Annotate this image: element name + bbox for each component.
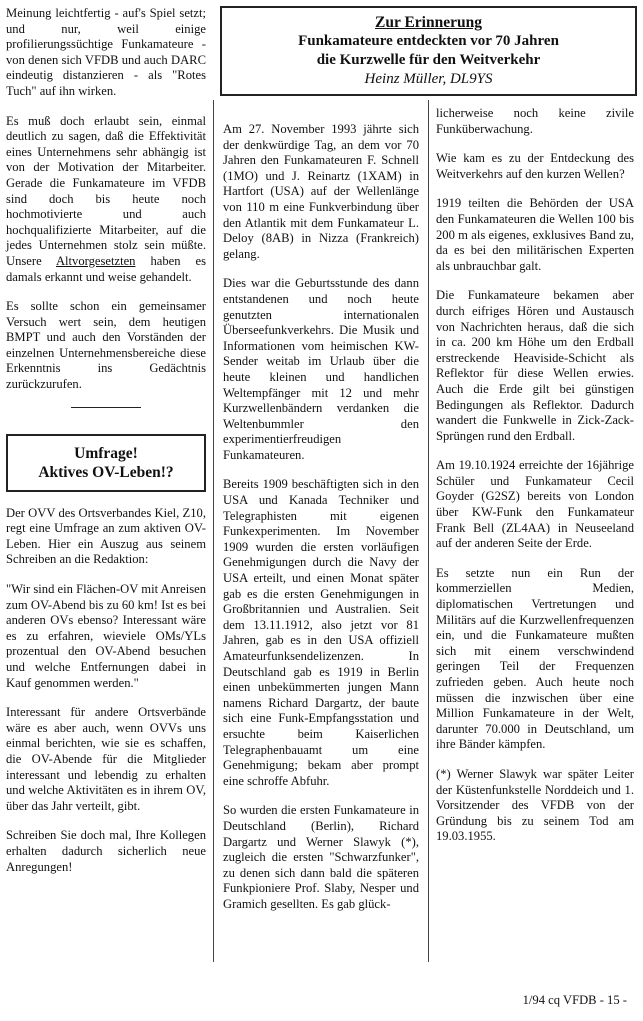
- left-paragraph-3: Es sollte schon ein gemeinsamer Versuch wert sein, dem heutigen BMPT und auch den Vorständen der einzelnen Unternehmensbereiche diese Erkenntnis ins Gedächtnis zurückzurufen.: [6, 299, 206, 392]
- left-column: [6, 6, 206, 889]
- mid-paragraph-1: Am 27. November 1993 jährte sich der denkwürdige Tag, an dem vor 70 Jahren den Funkamateuren F. Schnell (1MO) und J. Reinartz (1XAM) in Hartfort (USA) auf der Wellenlänge von 110 m eine Funkverbindung über den Atlantik mit dem Funkamateur L. Deloy (8AB) in Nizza (Frankreich) gelang.: [223, 122, 419, 261]
- left-paragraph-1: Meinung leichtfertig - auf's Spiel setzt; und nur, weil einige profilierungssüchtige Funkamateure - von denen sich VFDB und auch DARC eindeutig distanzieren - als "Rotes Tuch" auf ihn wirken.: [6, 6, 206, 98]
- article-title-line-1: Funkamateure entdeckten vor 70 Jahren: [298, 33, 559, 49]
- article-headline-box: [220, 6, 637, 96]
- right-paragraph-6: Es setzte nun ein Run der kommerziellen Medien, diplomatischen Vertretungen und Militärs auf die Kurzwellenfrequenzen ein, und die Funkamateure mußten sich mit einem verschwindend geringen Teil der Frequenzen zufrieden geben. Auch heute noch müssen die inzwischen über eine Million Funkamateure in der Welt, darunter 70.000 in Deutschland, um ihre Bänder kämpfen.: [436, 565, 634, 752]
- mid-paragraph-2: Dies war die Geburtsstunde des dann entstandenen und noch heute genutzten internationalen Überseefunkverkehrs. Die Musik und Informationen vom heimischen KW-Sender weitab im Urlaub über die heute kleinen und handlichen Weltempfänger mit 12 und mehr Kurzwellenbändern verdanken die Weltenbummler den experimentierfreudigen Funkamateuren.: [223, 276, 419, 462]
- mid-paragraph-3: Bereits 1909 beschäftigten sich in den USA und Kanada Techniker und Telegraphisten mit eigenen Funkexperimenten. Im November 1909 wurden die ersten vorläufigen Genehmigungen durch die Navy der USA erteilt, und einen Monat später gab es die ersten Genehmigungen in Großbritannien und Australien. Seit dem 13.11.1912, also jetzt vor 81 Jahren, gab es in den USA offiziell Amateurfunksendelizenzen. In Deutschland gab es 1919 in Berlin einen unbekümmerten jungen Mann namens Richard Dargartz, der baute sich eine Funk-Empfangsstation und ersuchte beim Kaiserlichen Telegraphenbauamt um eine Genehmigung; bekam aber prompt eine schroffe Abfuhr.: [223, 477, 419, 788]
- right-paragraph-7: (*) Werner Slawyk war später Leiter der Küstenfunkstelle Norddeich und 1. Vorsitzender des VFDB von der Gründung bis zu seinem Tod am 19.03.1955.: [436, 766, 634, 844]
- column-rule-right: [428, 100, 429, 962]
- right-paragraph-4: Die Funkamateure bekamen aber durch eifriges Hören und Austausch von Nachrichten heraus, daß die sich in ca. 200 km Höhe um den Erdball erstreckende Heaviside-Schicht als Reflektor für diese Wellen erwies. Auch die Erde gilt bei günstigen Bedingungen als Reflektor. Dadurch wandert die Funkwelle in Zick-Zack-Sprüngen rund den Erdball.: [436, 288, 634, 443]
- article-kicker: Zur Erinnerung: [375, 14, 482, 31]
- left-paragraph-4: Der OVV des Ortsverbandes Kiel, Z10, regt eine Umfrage an zum aktiven OV-Leben. Hier ein Auszug aus seinem Schreiben an die Redaktion:: [6, 505, 206, 567]
- right-paragraph-3: 1919 teilten die Behörden der USA den Funkamateuren die Wellen 100 bis 200 m als eigenes, exklusives Band zu, da es bei den militärischen Experten als unbrauchbar galt.: [436, 196, 634, 273]
- column-rule-left: [213, 100, 214, 962]
- right-paragraph-5: Am 19.10.1924 erreichte der 16jährige Schüler und Funkamateur Cecil Goyder (G2SZ) bereits von London über KW-Funk den Funkamateur Frank Bell (ZL4AA) in Neuseeland auf der anderen Seite der Erde.: [436, 458, 634, 551]
- underlined-word: Altvorgesetzten: [55, 253, 136, 268]
- article-title-line-2: die Kurzwelle für den Weitverkehr: [316, 52, 541, 68]
- left-paragraph-2-b: haben es damals erkannt und weise gehandelt.: [6, 253, 206, 284]
- survey-headline-line-2: Aktives OV-Leben!?: [38, 463, 174, 481]
- right-paragraph-2: Wie kam es zu der Entdeckung des Weitverkehrs auf den kurzen Wellen?: [436, 151, 634, 181]
- left-paragraph-2-a: Es muß doch erlaubt sein, einmal deutlich zu sagen, daß die Effektivität eines Unternehmens sehr abhängig ist von der Motivation der Mitarbeiter. Gerade die Funkamateure im VFDB sind doch bis heute noch hochmotivierte und auch hochqualifizierte Mitarbeiter, auf die jedes Unternehmen stolz sein müßte. Unsere: [6, 113, 206, 268]
- survey-headline-line-1: Umfrage!: [74, 444, 138, 462]
- left-paragraph-6: Interessant für andere Ortsverbände wäre es aber auch, wenn OVVs uns einmal berichten, wie sie es schaffen, die OV-Abende für die Mitglieder interessant und lebendig zu erhalten und welche Aktivitäten es in ihrem OV, über das Jahr verteilt, gibt.: [6, 705, 206, 813]
- mid-paragraph-4: So wurden die ersten Funkamateure in Deutschland (Berlin), Richard Dargartz und Werner Slawyk (*), zugleich die ersten "Schwarzfunker", zu denen sich dann bald die späteren Funkpioniere Prof. Slaby, Nesper und Gramich gesellten. Es gab glück-: [223, 803, 419, 911]
- survey-headline-box: [6, 434, 206, 492]
- middle-column: [223, 122, 419, 927]
- right-paragraph-1: licherweise noch keine zivile Funküberwachung.: [436, 106, 634, 136]
- right-column: [436, 106, 634, 859]
- page-footer: 1/94 cq VFDB - 15 -: [522, 993, 627, 1007]
- left-paragraph-2: [6, 114, 206, 286]
- section-divider: [71, 407, 141, 408]
- left-paragraph-5: "Wir sind ein Flächen-OV mit Anreisen zum OV-Abend bis zu 60 km! Ist es bei anderen OVs ebenso? Interessant wäre es zu erfahren, wieviele OMs/YLs prozentual den OV-Abend besuchen und welche Entfernungen dabei in Kauf genommen werden.": [6, 582, 206, 690]
- article-author: Heinz Müller, DL9YS: [364, 71, 493, 87]
- left-paragraph-7: Schreiben Sie doch mal, Ihre Kollegen erhalten dadurch sicherlich neue Anregungen!: [6, 828, 206, 874]
